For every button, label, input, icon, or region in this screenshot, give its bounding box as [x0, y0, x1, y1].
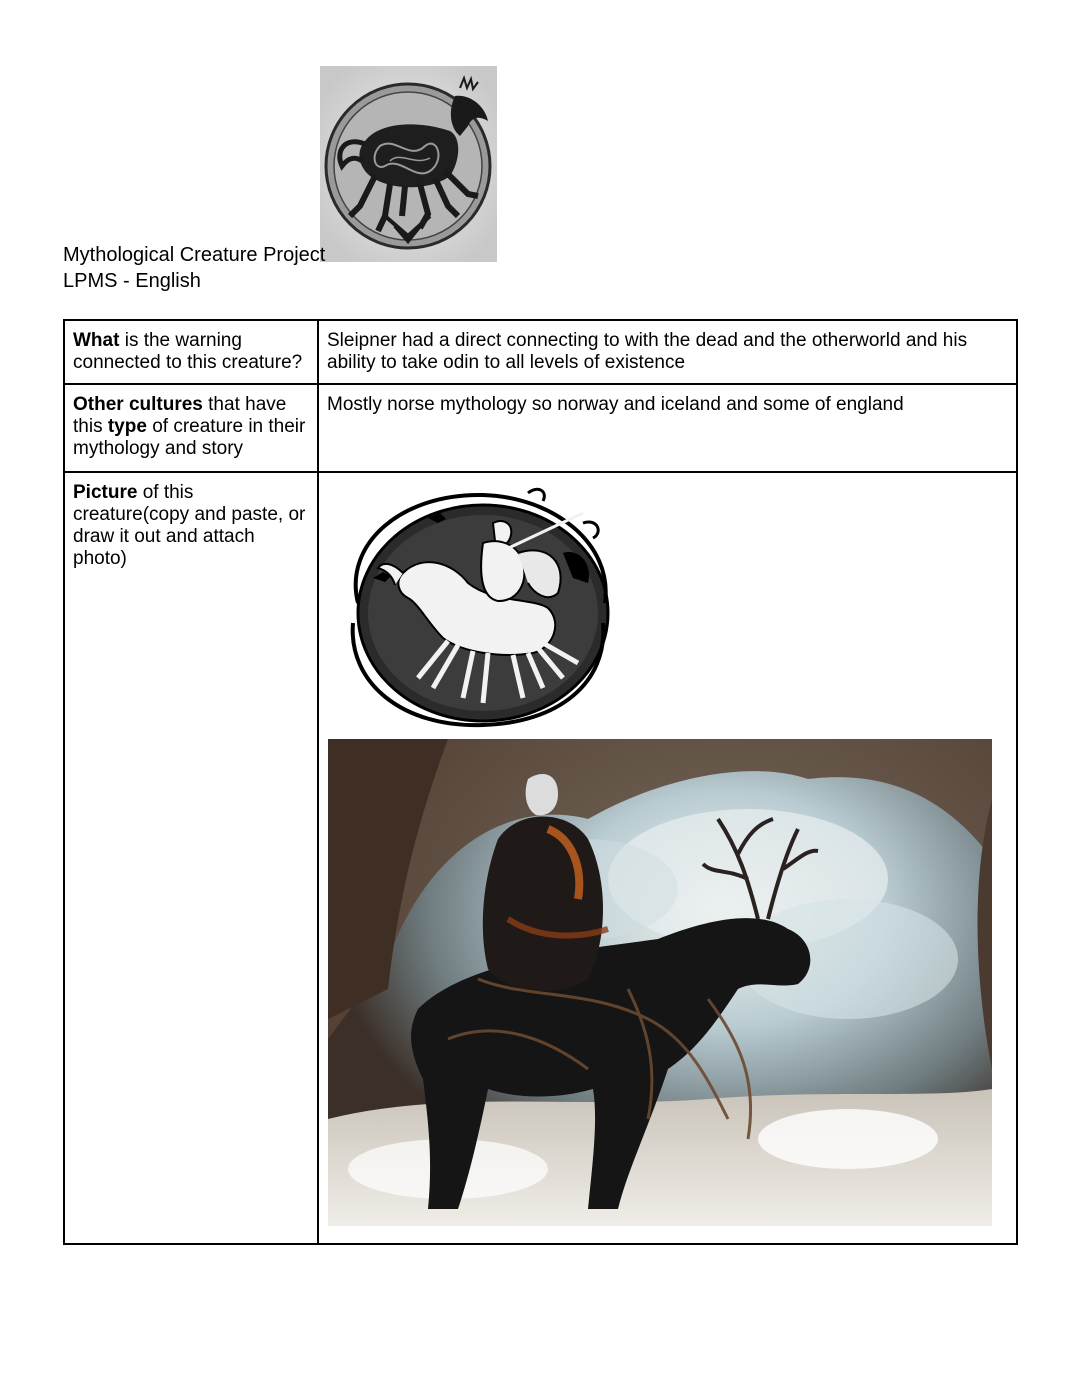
header-horse-emblem-image [320, 66, 497, 262]
picture-label-cell [64, 472, 318, 1244]
odin-sleipner-illustration-image [333, 483, 623, 733]
warning-label-cell [64, 320, 318, 384]
table-row-cultures [64, 384, 1017, 472]
label-text: that have this [73, 394, 287, 437]
picture-content-cell [318, 472, 1017, 1244]
label-bold-picture: Picture [73, 482, 138, 503]
label-text: of this creature(copy and paste, or draw it out and attach photo) [73, 482, 306, 569]
label-bold-what: What [73, 330, 120, 351]
knot-horse-drawing [320, 66, 497, 262]
cultures-answer-cell: Mostly norse mythology so norway and iceland and some of england [318, 384, 1017, 472]
label-bold-other-cultures: Other cultures [73, 394, 203, 415]
document-subtitle: LPMS - English [63, 270, 201, 292]
table-row-warning [64, 320, 1017, 384]
warning-answer-cell: Sleipner had a direct connecting to with the dead and the otherworld and his ability to take odin to all levels of existence [318, 320, 1017, 384]
label-text: of creature in their mythology and story [73, 416, 306, 459]
document-title: Mythological Creature Project [63, 244, 326, 266]
label-bold-type: type [107, 416, 147, 437]
document-header [63, 242, 325, 294]
table-row-picture [64, 472, 1017, 1244]
creature-info-table [63, 319, 1018, 1245]
label-text: is the warning connected to this creature? [73, 330, 303, 373]
dark-rider-painting-image [328, 739, 992, 1226]
cultures-label-cell [64, 384, 318, 472]
